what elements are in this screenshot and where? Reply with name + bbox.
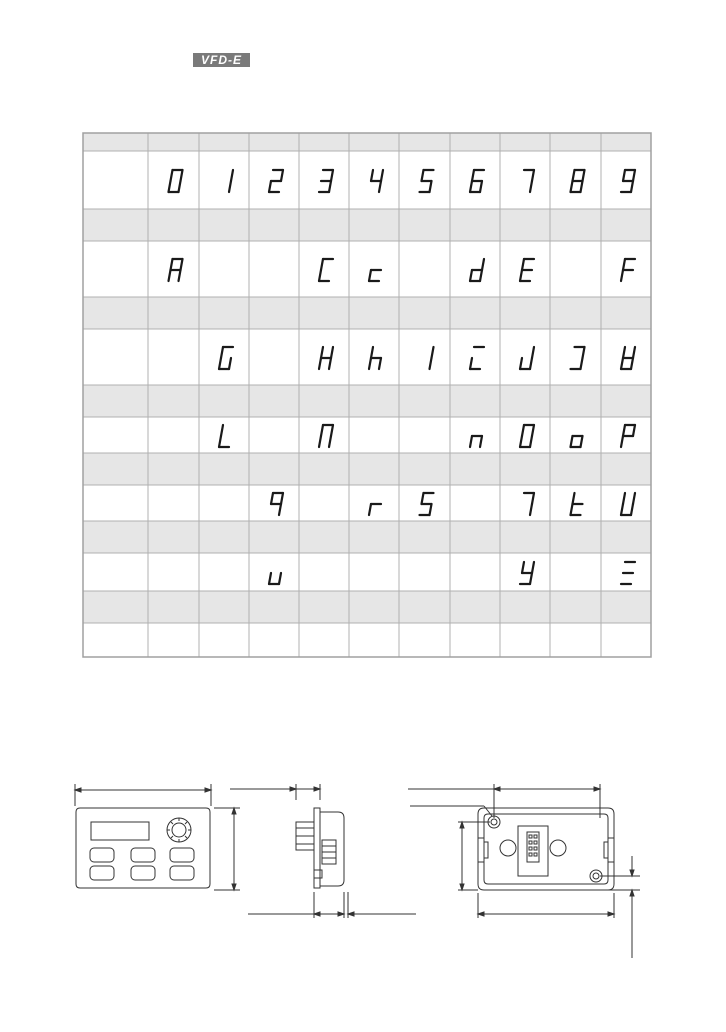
side-view-drawing bbox=[230, 784, 416, 918]
back-view-drawing bbox=[408, 784, 640, 958]
vfd-e-logo: VFD-E bbox=[193, 53, 250, 67]
front-view-drawing bbox=[75, 784, 240, 890]
